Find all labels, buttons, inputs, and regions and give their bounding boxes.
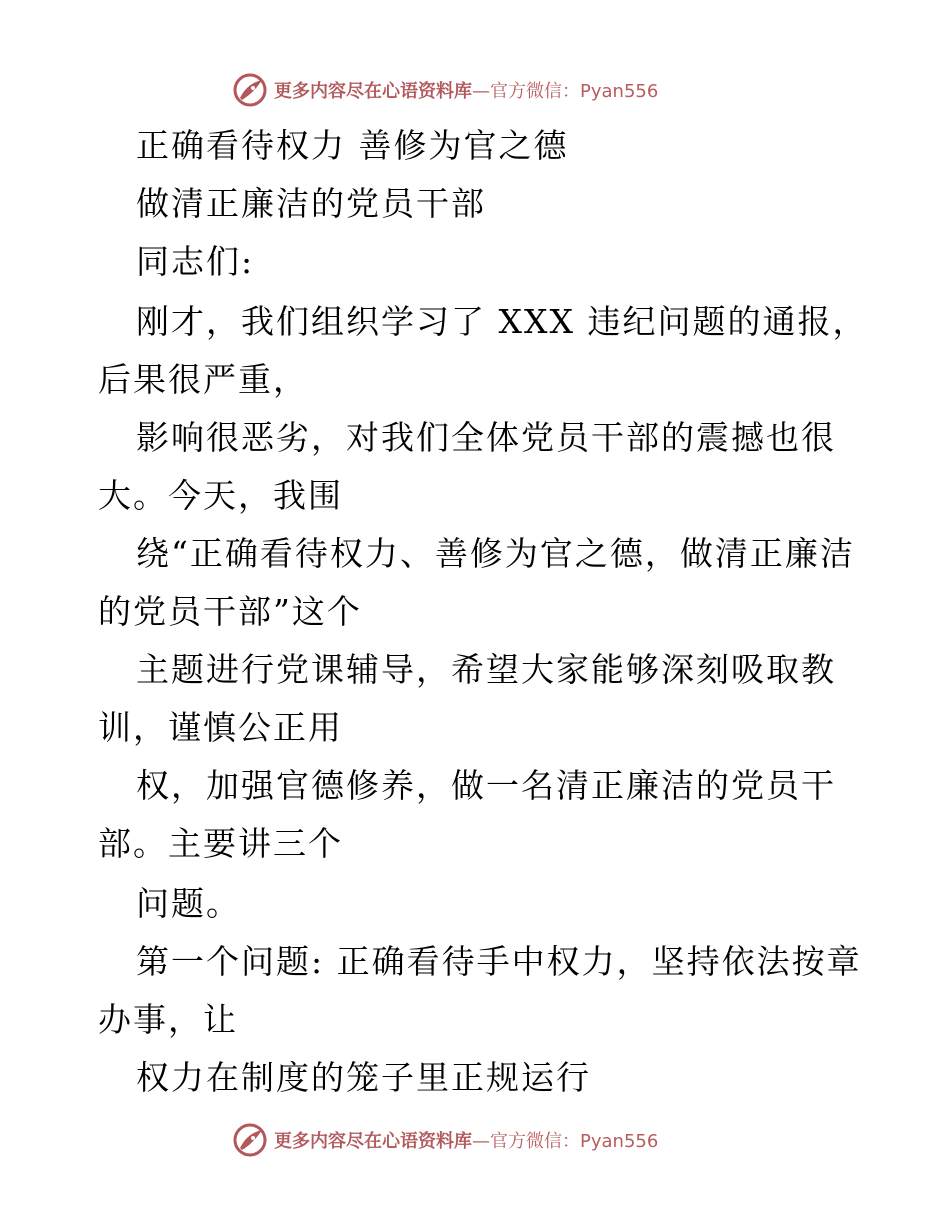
footer-watermark [232,1122,658,1158]
header-watermark [232,72,658,108]
paragraph-line: 主题进行党课辅导，希望大家能够深刻吸取教 [136,650,836,689]
watermark-text-rest: —官方微信：Pyan556 [472,81,659,102]
salutation: 同志们: [136,242,255,281]
section-heading-line: 权力在制度的笼子里正规运行 [136,1058,591,1097]
watermark-text [274,77,658,103]
watermark-text-bold: 更多内容尽在心语资料库 [274,81,472,102]
paragraph-line: 影响很恶劣，对我们全体党员干部的震撼也很 [136,418,836,457]
watermark-text [274,1127,658,1153]
watermark-text-bold: 更多内容尽在心语资料库 [274,1131,472,1152]
pen-nib-logo-icon [232,72,268,108]
paragraph-line: 权，加强官德修养，做一名清正廉洁的党员干 [136,766,836,805]
section-heading-line: 办事，让 [98,1000,238,1039]
paragraph-line: 训，谨慎公正用 [98,708,343,747]
section-heading-line: 第一个问题: 正确看待手中权力，坚持依法按章 [136,942,862,981]
paragraph-line: 绕“正确看待权力、善修为官之德，做清正廉洁 [136,534,855,573]
watermark-text-rest: —官方微信：Pyan556 [472,1131,659,1152]
paragraph-line: 的党员干部”这个 [98,592,362,631]
doc-title-line-1: 正确看待权力 善修为官之德 [136,126,569,165]
paragraph-line: 刚才，我们组织学习了 XXX 违纪问题的通报， [136,302,868,341]
doc-title-line-2: 做清正廉洁的党员干部 [136,184,486,223]
paragraph-line: 大。今天，我围 [98,476,343,515]
paragraph-line: 部。主要讲三个 [98,824,343,863]
pen-nib-logo-icon [232,1122,268,1158]
paragraph-line: 后果很严重， [98,360,308,399]
paragraph-line: 问题。 [136,884,241,923]
